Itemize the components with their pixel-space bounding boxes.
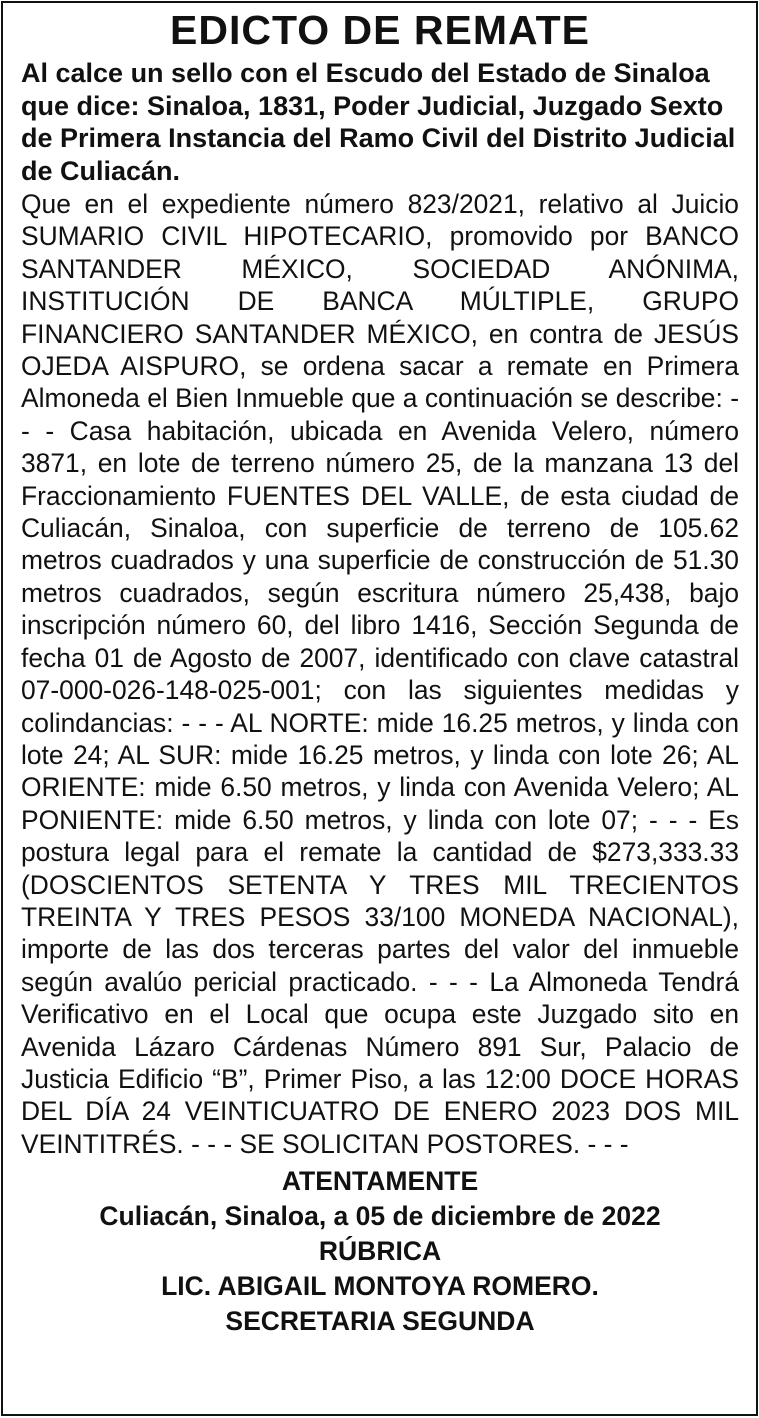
seal-description: Al calce un sello con el Escudo del Estado de Sinaloa que dice: Sinaloa, 1831, Poder Judicial, Juzgado Sexto de Primera Instancia del Ramo Civil del Distrito Judicial de Culiacán.: [21, 58, 736, 186]
notice-title: EDICTO DE REMATE: [170, 7, 590, 53]
notice-body: Que en el expediente número 823/2021, relativo al Juicio SUMARIO CIVIL HIPOTECARIO, promovido por BANCO SANTANDER MÉXICO, SOCIEDAD ANÓNIMA, INSTITUCIÓN DE BANCA MÚLTIPLE, GRUPO FINANCIERO SANTANDER MÉXICO, en contra de JESÚS OJEDA AISPURO, se ordena sacar a remate en Primera Almoneda el Bien Inmueble que a continuación se describe: - - - Casa habitación, ubicada en Avenida Velero, número 3871, en lote de terreno número 25, de la manzana 13 del Fraccionamiento FUENTES DEL VALLE, de esta ciudad de Culiacán, Sinaloa, con superficie de terreno de 105.62 metros cuadrados y una superficie de construcción de 51.30 metros cuadrados, según escritura número 25,438, bajo inscripción número 60, del libro 1416, Sección Segunda de fecha 01 de Agosto de 2007, identificado con clave catastral 07-000-026-148-025-001; con las siguientes medidas y colindancias: - - - AL NORTE: mide 16.25 metros, y linda con lote 24; AL SUR: mide 16.25 metros, y linda con lote 26; AL ORIENTE: mide 6.50 metros, y linda con Avenida Velero; AL PONIENTE: mide 6.50 metros, y linda con lote 07; - - - Es postura legal para el remate la cantidad de $273,333.33 (DOSCIENTOS SETENTA Y TRES MIL TRECIENTOS TREINTA Y TRES PESOS 33/100 MONEDA NACIONAL), importe de las dos terceras partes del valor del inmueble según avalúo pericial practicado. - - - La Almoneda Tendrá Verificativo en el Local que ocupa este Juzgado sito en Avenida Lázaro Cárdenas Número 891 Sur, Palacio de Justicia Edificio “B”, Primer Piso, a las 12:00 DOCE HORAS DEL DÍA 24 VEINTICUATRO DE ENERO 2023 DOS MIL VEINTITRÉS. - - - SE SOLICITAN POSTORES. - - -: [21, 189, 739, 1159]
closing-place-date: Culiacán, Sinaloa, a 05 de diciembre de 2022: [99, 1201, 661, 1232]
signer-name: LIC. ABIGAIL MONTOYA ROMERO.: [161, 1271, 599, 1302]
closing-block: [21, 1164, 739, 1339]
signer-title: SECRETARIA SEGUNDA: [225, 1306, 535, 1337]
edict-notice: [1, 1, 758, 1416]
closing-signature-note: RÚBRICA: [318, 1236, 442, 1267]
closing-salutation: ATENTAMENTE: [281, 1166, 479, 1197]
